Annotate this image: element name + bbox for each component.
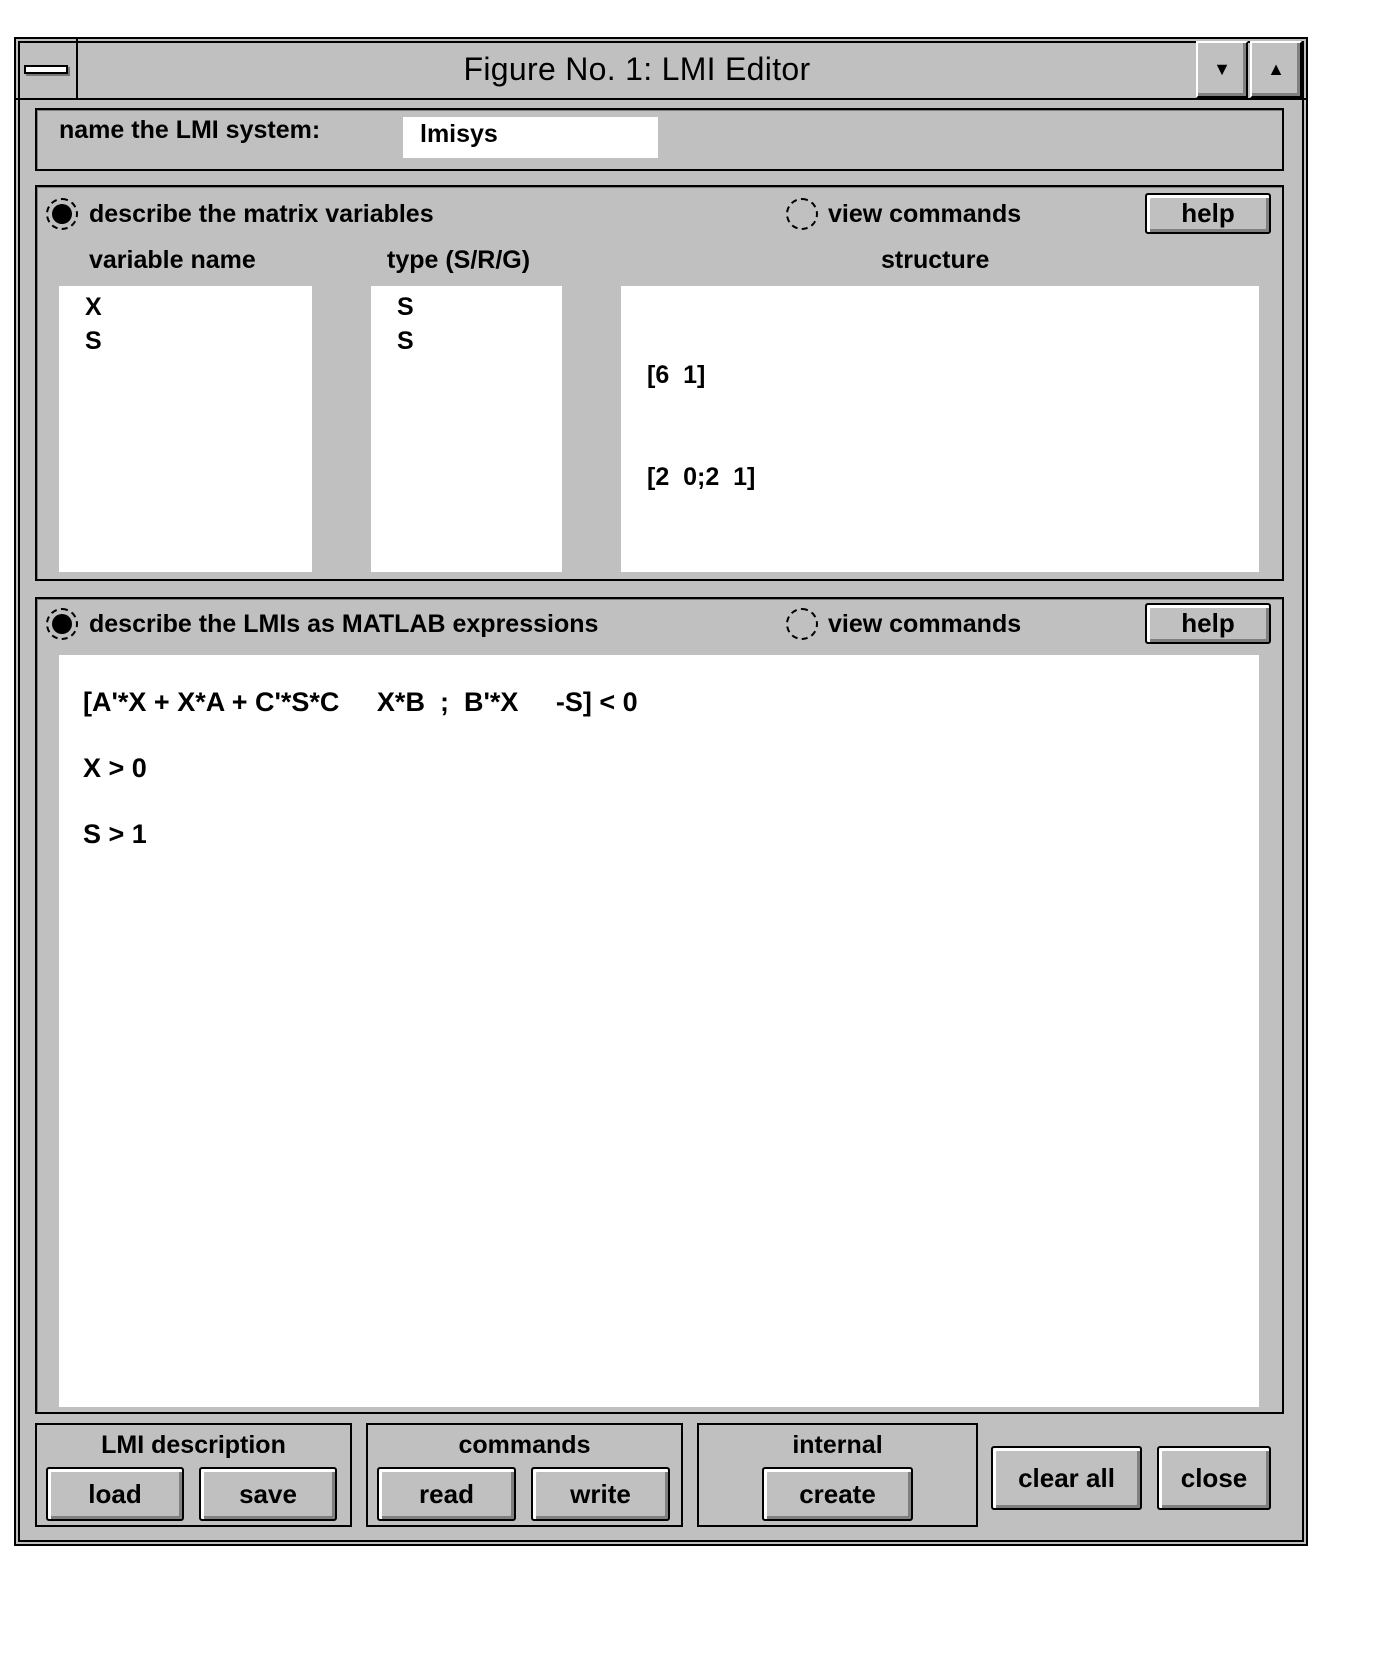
view-commands-radio-variables[interactable] (786, 198, 818, 230)
view-commands-radio-lmis[interactable] (786, 608, 818, 640)
variable-name-item[interactable]: S (85, 327, 102, 355)
window-title: Figure No. 1: LMI Editor (463, 51, 811, 87)
save-button[interactable]: save (199, 1467, 337, 1521)
variable-name-list[interactable] (59, 286, 312, 572)
load-button[interactable]: load (46, 1467, 184, 1521)
help-button-lmis[interactable]: help (1145, 603, 1271, 644)
help-button-variables[interactable]: help (1145, 193, 1271, 234)
variable-structure-item[interactable]: [2 0;2 1] (647, 463, 756, 491)
view-commands-label-variables: view commands (828, 200, 1022, 228)
lmi-expressions-editor[interactable] (59, 655, 1259, 1407)
lmi-system-name-value: lmisys (420, 120, 498, 148)
variable-name-header: variable name (89, 246, 256, 274)
describe-lmis-label: describe the LMIs as MATLAB expressions (89, 610, 599, 638)
minimize-button[interactable] (1196, 41, 1248, 98)
lmi-expression-line: S > 1 (83, 819, 147, 849)
describe-variables-label: describe the matrix variables (89, 200, 434, 228)
structure-header: structure (881, 246, 990, 274)
describe-lmis-radio[interactable] (46, 608, 78, 640)
type-header: type (S/R/G) (387, 246, 531, 274)
write-button[interactable]: write (531, 1467, 670, 1521)
variable-name-item[interactable]: X (85, 293, 102, 321)
name-label: name the LMI system: (59, 116, 321, 144)
variable-type-item[interactable]: S (397, 327, 414, 355)
lmi-description-title: LMI description (101, 1431, 286, 1459)
variable-type-item[interactable]: S (397, 293, 414, 321)
lmi-system-name-input[interactable] (403, 117, 658, 158)
create-button[interactable]: create (762, 1467, 913, 1521)
close-button[interactable]: close (1157, 1446, 1271, 1510)
lmi-expression-line: X > 0 (83, 753, 147, 783)
system-menu-icon (24, 65, 68, 74)
view-commands-label-lmis: view commands (828, 610, 1022, 638)
internal-title: internal (792, 1431, 883, 1459)
lmi-expression-line: [A'*X + X*A + C'*S*C X*B ; B'*X -S] < 0 (83, 687, 638, 717)
describe-variables-radio[interactable] (46, 198, 78, 230)
read-button[interactable]: read (377, 1467, 516, 1521)
triangle-down-icon: ▼ (1213, 59, 1231, 79)
maximize-button[interactable] (1250, 41, 1302, 98)
variable-structure-item[interactable]: [6 1] (647, 361, 706, 389)
clear-all-button[interactable]: clear all (991, 1446, 1142, 1510)
commands-title: commands (458, 1431, 591, 1459)
system-menu-button[interactable] (16, 39, 78, 100)
triangle-up-icon: ▲ (1267, 59, 1285, 79)
radio-selected-dot (52, 204, 72, 224)
radio-selected-dot (52, 614, 72, 634)
variable-structure-list[interactable] (621, 286, 1259, 572)
variable-type-list[interactable] (371, 286, 562, 572)
